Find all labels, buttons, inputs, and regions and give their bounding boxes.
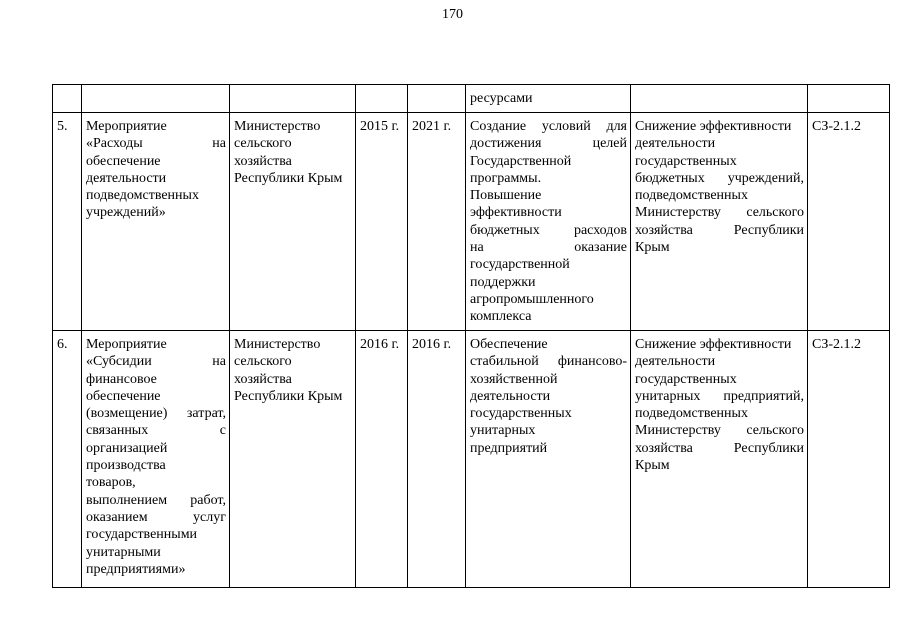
cell-line: хозяйственной bbox=[470, 371, 558, 387]
cell-line: комплекса bbox=[470, 309, 532, 325]
cell-line: подведомственных bbox=[635, 188, 748, 204]
cell-line: учреждений» bbox=[86, 205, 166, 221]
cell-line: хозяйства Республики bbox=[635, 440, 804, 456]
cell-line: деятельности bbox=[635, 354, 716, 370]
cell-executor bbox=[230, 113, 356, 331]
cell-line: унитарных bbox=[470, 423, 536, 439]
cell-line: 2016 г. bbox=[360, 337, 400, 352]
cell-end bbox=[408, 113, 466, 331]
cell-consequence bbox=[631, 331, 808, 588]
cell-link bbox=[808, 113, 890, 331]
cell-name bbox=[82, 85, 230, 113]
cell-result bbox=[466, 85, 631, 113]
cell-line: финансовое bbox=[86, 371, 157, 387]
cell-result bbox=[466, 113, 631, 331]
cell-line: Создание условий для bbox=[470, 119, 627, 134]
cell-consequence bbox=[631, 85, 808, 113]
cell-line: товаров, bbox=[86, 475, 136, 491]
cell-line: организацией bbox=[86, 440, 168, 456]
cell-line: государственной bbox=[470, 257, 570, 273]
cell-line: государственных bbox=[470, 406, 572, 422]
cell-num bbox=[53, 331, 82, 588]
cell-line: СЗ-2.1.2 bbox=[812, 337, 862, 352]
cell-line: программы. bbox=[470, 170, 542, 186]
cell-line: подведомственных bbox=[635, 406, 748, 422]
cell-line: сельского bbox=[234, 354, 292, 370]
cell-start bbox=[356, 113, 408, 331]
cell-start bbox=[356, 85, 408, 113]
cell-line: эффективности bbox=[470, 205, 562, 221]
cell-line: Министерству сельского bbox=[635, 205, 804, 221]
cell-line: выполнением работ, bbox=[86, 492, 226, 508]
cell-line: поддержки bbox=[470, 274, 536, 290]
cell-line: деятельности bbox=[86, 170, 167, 186]
cell-line: обеспечение bbox=[86, 153, 161, 169]
cell-line: Министерство bbox=[234, 337, 321, 352]
cell-line: достижения целей bbox=[470, 136, 627, 152]
cell-line: государственных bbox=[635, 153, 737, 169]
cell-line: СЗ-2.1.2 bbox=[812, 119, 862, 134]
page-number: 170 bbox=[442, 7, 463, 22]
cell-line: Снижение эффективности bbox=[635, 337, 792, 352]
cell-line: государственных bbox=[635, 371, 737, 387]
cell-start bbox=[356, 331, 408, 588]
cell-line: обеспечение bbox=[86, 388, 161, 404]
cell-line: государственными bbox=[86, 527, 198, 543]
cell-line: унитарных предприятий, bbox=[635, 388, 804, 404]
cell-line: деятельности bbox=[470, 388, 551, 404]
cell-num bbox=[53, 85, 82, 113]
cell-line: Повышение bbox=[470, 188, 542, 204]
cell-line: 5. bbox=[57, 119, 68, 134]
cell-line: агропромышленного bbox=[470, 291, 594, 307]
cell-line: Республики Крым bbox=[234, 170, 343, 186]
cell-executor bbox=[230, 331, 356, 588]
cell-line: бюджетных расходов bbox=[470, 222, 627, 238]
cell-executor bbox=[230, 85, 356, 113]
cell-line: «Расходы на bbox=[86, 136, 226, 152]
cell-line: Крым bbox=[635, 458, 670, 474]
cell-line: 6. bbox=[57, 337, 68, 352]
cell-line: Крым bbox=[635, 240, 670, 256]
cell-line: хозяйства bbox=[234, 153, 292, 169]
cell-line: Министерство bbox=[234, 119, 321, 134]
cell-line: 2021 г. bbox=[412, 119, 452, 134]
cell-line: сельского bbox=[234, 136, 292, 152]
table-row bbox=[53, 85, 890, 113]
cell-line: производства bbox=[86, 458, 166, 474]
cell-line: хозяйства bbox=[234, 371, 292, 387]
cell-end bbox=[408, 331, 466, 588]
cell-line: связанных с bbox=[86, 423, 226, 439]
table-row bbox=[53, 331, 890, 588]
cell-num bbox=[53, 113, 82, 331]
cell-line: Министерству сельского bbox=[635, 423, 804, 439]
cell-line: Государственной bbox=[470, 153, 572, 169]
cell-line: Обеспечение bbox=[470, 337, 548, 352]
cell-line: Мероприятие bbox=[86, 337, 167, 352]
measures-table bbox=[52, 84, 890, 588]
cell-name bbox=[82, 113, 230, 331]
cell-name bbox=[82, 331, 230, 588]
cell-line: бюджетных учреждений, bbox=[635, 170, 804, 186]
cell-line: «Субсидии на bbox=[86, 354, 226, 370]
table-row bbox=[53, 113, 890, 331]
cell-line: (возмещение) затрат, bbox=[86, 406, 226, 422]
cell-line: на оказание bbox=[470, 240, 627, 256]
cell-line: хозяйства Республики bbox=[635, 222, 804, 238]
cell-line: деятельности bbox=[635, 136, 716, 152]
cell-end bbox=[408, 85, 466, 113]
cell-line: оказанием услуг bbox=[86, 509, 226, 525]
cell-line: 2016 г. bbox=[412, 337, 452, 352]
cell-line: унитарными bbox=[86, 544, 161, 560]
cell-consequence bbox=[631, 113, 808, 331]
cell-line: предприятиями» bbox=[86, 561, 186, 577]
cell-result bbox=[466, 331, 631, 588]
cell-link bbox=[808, 85, 890, 113]
cell-line: Снижение эффективности bbox=[635, 119, 792, 134]
cell-line: Республики Крым bbox=[234, 388, 343, 404]
cell-link bbox=[808, 331, 890, 588]
cell-line: ресурсами bbox=[470, 91, 533, 106]
cell-line: подведомственных bbox=[86, 188, 199, 204]
cell-line: предприятий bbox=[470, 440, 548, 456]
cell-line: стабильной финансово- bbox=[470, 354, 627, 370]
cell-line: 2015 г. bbox=[360, 119, 400, 134]
cell-line: Мероприятие bbox=[86, 119, 167, 134]
